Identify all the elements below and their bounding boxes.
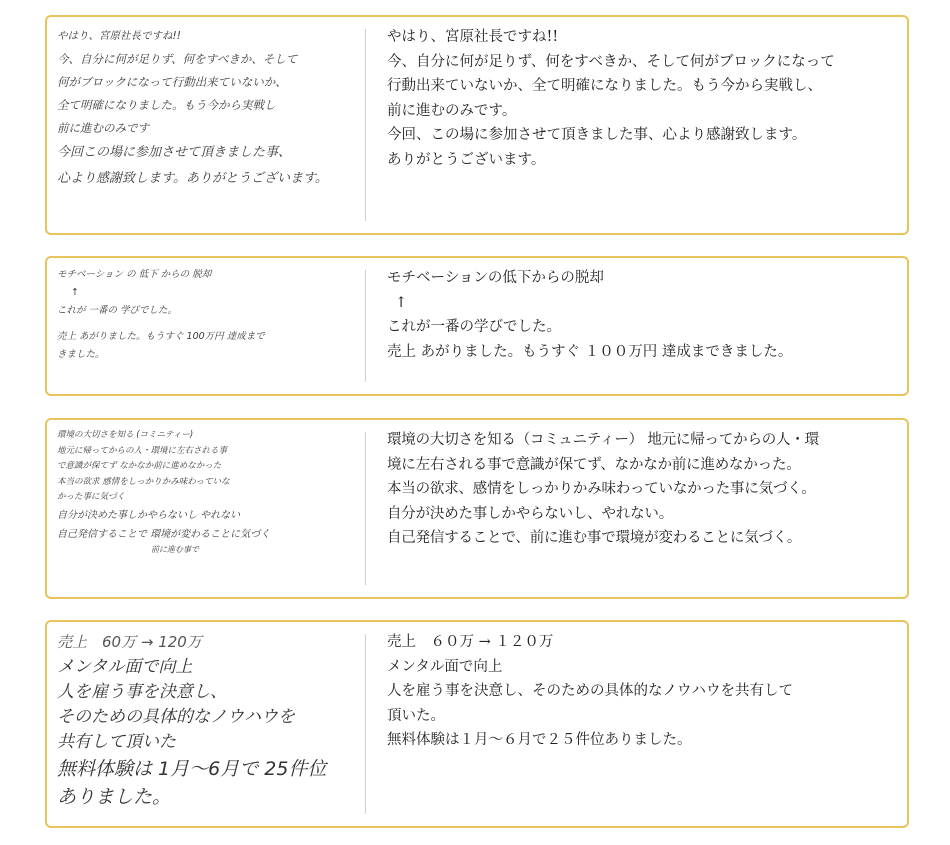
handwritten-line: ↑ — [71, 287, 79, 298]
transcribed-line: 本当の欲求、感情をしっかりかみ味わっていなかった事に気づく。 — [387, 481, 816, 497]
handwritten-line: 売上 あがりました。もうすぐ 100万円 達成まで — [57, 331, 265, 342]
handwritten-line: 売上 60万 → 120万 — [57, 633, 202, 651]
handwritten-note-image — [57, 25, 363, 225]
transcribed-line: 今、自分に何が足りず、何をすべきか、そして何がブロックになって — [387, 53, 835, 70]
handwritten-line: これが 一番の 学びでした。 — [57, 305, 178, 316]
transcribed-line: 売上 あがりました。もうすぐ １００万円 達成まできました。 — [387, 343, 793, 360]
transcribed-text — [387, 630, 897, 753]
handwritten-line: きました。 — [57, 349, 105, 360]
handwritten-text — [57, 266, 363, 364]
handwritten-note-image — [57, 428, 363, 589]
column-divider — [365, 634, 366, 814]
handwritten-note-image — [57, 630, 363, 818]
transcribed-line: 自分が決めた事しかやらないし、やれない。 — [387, 505, 673, 522]
handwritten-note-image — [57, 266, 363, 386]
transcribed-line: ありがとうございます。 — [387, 151, 546, 168]
transcribed-line: ↑ — [395, 294, 408, 311]
transcribed-line: メンタル面で向上 — [387, 658, 503, 675]
transcribed-text — [387, 266, 897, 364]
handwritten-line: 人を雇う事を決意し、 — [57, 682, 227, 702]
transcribed-line: 自己発信することで、前に進む事で環境が変わることに気づく。 — [387, 530, 802, 546]
transcribed-line: モチベーションの低下からの脱却 — [387, 270, 604, 286]
testimonial-card — [45, 418, 909, 599]
handwritten-line: 無料体験は 1月〜6月で 25件位 — [57, 758, 327, 780]
handwritten-line: 今回この場に参加させて頂きました事、 — [57, 145, 292, 160]
handwritten-text — [57, 428, 363, 556]
testimonial-card — [45, 620, 909, 828]
transcribed-line: 環境の大切さを知る（コミュニティー） 地元に帰ってからの人・環 — [387, 432, 819, 448]
transcribed-line: 前に進むのみです。 — [387, 102, 517, 119]
handwritten-line: ありました。 — [57, 786, 172, 808]
transcribed-text — [387, 25, 897, 172]
transcribed-line: やはり、宮原社長ですね!! — [387, 29, 559, 45]
transcribed-line: 頂いた。 — [387, 707, 445, 724]
transcribed-line: これが一番の学びでした。 — [387, 319, 561, 335]
testimonial-card — [45, 15, 909, 235]
handwritten-line: やはり、宮原社長ですね!! — [57, 30, 181, 42]
transcribed-line: 売上 ６０万 → １２０万 — [387, 634, 554, 650]
column-divider — [365, 432, 366, 585]
handwritten-line: 自己発信することで 環境が変わることに気づく — [57, 528, 271, 540]
transcribed-line: 行動出来ていないか、全て明確になりました。もう今から実戦し、 — [387, 78, 822, 94]
handwritten-line: 本当の欲求 感情をしっかりかみ味わっていな — [57, 476, 230, 487]
transcribed-line: 境に左右される事で意識が保てず、なかなか前に進めなかった。 — [387, 456, 801, 473]
transcribed-text — [387, 428, 897, 551]
handwritten-line: そのための具体的なノウハウを — [57, 707, 295, 727]
testimonial-card — [45, 256, 909, 396]
handwritten-line: 自分が決めた事しかやらないし やれない — [57, 509, 241, 521]
handwritten-line: 心より感謝致します。ありがとうございます。 — [57, 171, 328, 186]
handwritten-text — [57, 25, 363, 192]
transcribed-line: 今回、この場に参加させて頂きました事、心より感謝致します。 — [387, 127, 807, 143]
transcribed-line: 無料体験は１月〜６月で２５件位ありました。 — [387, 732, 692, 748]
handwritten-line: 共有して頂いた — [57, 732, 176, 752]
handwritten-line: 前に進むのみです — [57, 121, 149, 135]
transcribed-line: 人を雇う事を決意し、そのための具体的なノウハウを共有して — [387, 683, 793, 699]
handwritten-line: 地元に帰ってからの人・環境に左右される事 — [57, 445, 228, 456]
handwritten-line: かった事に気づく — [57, 492, 126, 502]
handwritten-text — [57, 630, 363, 811]
column-divider — [365, 270, 366, 382]
handwritten-insert-note: 前に進む事で — [151, 544, 199, 554]
column-divider — [365, 29, 366, 221]
handwritten-line: で意識が保てず なかなか前に進めなかった — [57, 461, 222, 471]
handwritten-line: 環境の大切さを知る (コミニティー) — [57, 430, 194, 440]
handwritten-line: 今、自分に何が足りず、何をすべきか、そして — [57, 52, 298, 66]
handwritten-line: 全て明確になりました。もう今から実戦し — [57, 98, 276, 112]
handwritten-line: メンタル面で向上 — [57, 657, 193, 677]
handwritten-line: 何がブロックになって行動出来ていないか、 — [57, 75, 287, 89]
handwritten-line: モチベーション の 低下 からの 脱却 — [57, 269, 212, 280]
